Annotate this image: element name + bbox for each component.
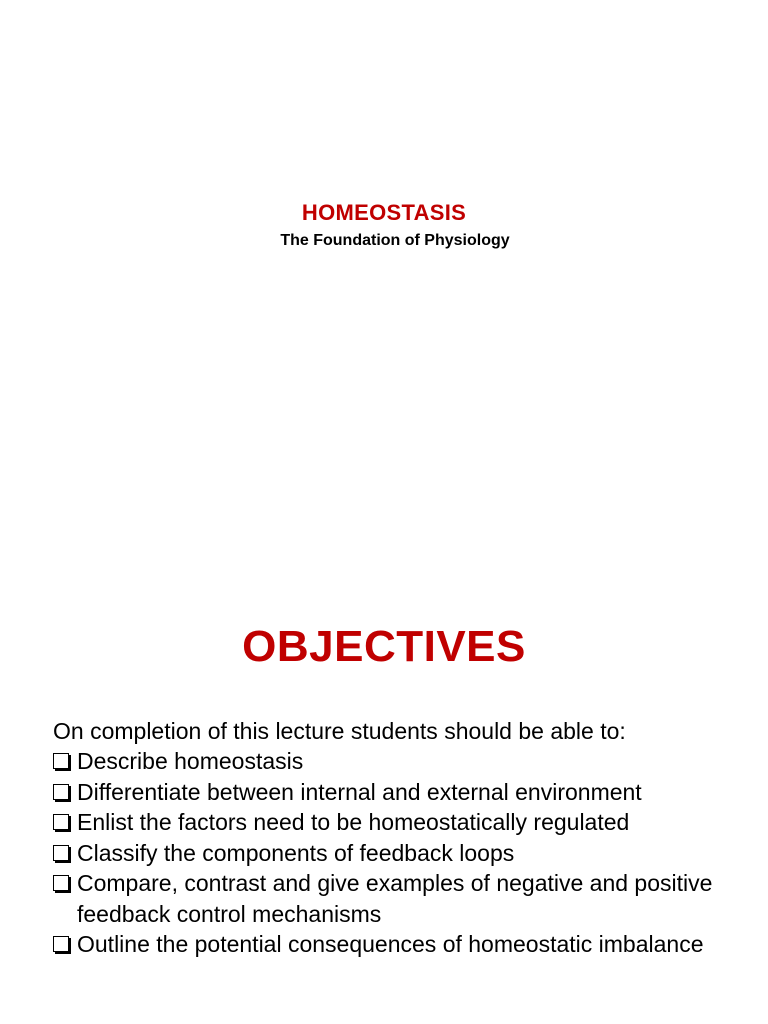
objective-item — [53, 807, 753, 838]
checkbox-icon — [53, 936, 69, 952]
objective-text: Compare, contrast and give examples of negative and positive feedback control mechanisms — [77, 870, 713, 927]
objective-text: Enlist the factors need to be homeostatically regulated — [77, 809, 630, 835]
checkbox-icon — [53, 875, 69, 891]
objective-item — [53, 746, 753, 777]
objectives-intro: On completion of this lecture students should be able to: — [53, 718, 626, 744]
objective-text: Classify the components of feedback loops — [77, 839, 515, 866]
objective-item — [53, 929, 753, 960]
objectives-slide — [0, 576, 768, 1024]
presentation-title: HOMEOSTASIS — [301, 200, 467, 225]
objectives-title: OBJECTIVES — [242, 622, 526, 671]
objective-item — [53, 868, 753, 929]
objective-text: Outline the potential consequences of homeostatic imbalance — [77, 931, 704, 957]
objective-item — [53, 838, 753, 869]
checkbox-icon — [53, 814, 69, 830]
objective-item — [53, 777, 753, 808]
checkbox-icon — [53, 784, 69, 800]
checkbox-icon — [53, 753, 69, 769]
objective-text: Describe homeostasis — [77, 748, 304, 774]
presentation-subtitle: The Foundation of Physiology — [280, 232, 510, 249]
objectives-list — [53, 746, 753, 960]
checkbox-icon — [53, 845, 69, 861]
objective-text: Differentiate between internal and external environment — [77, 778, 642, 805]
